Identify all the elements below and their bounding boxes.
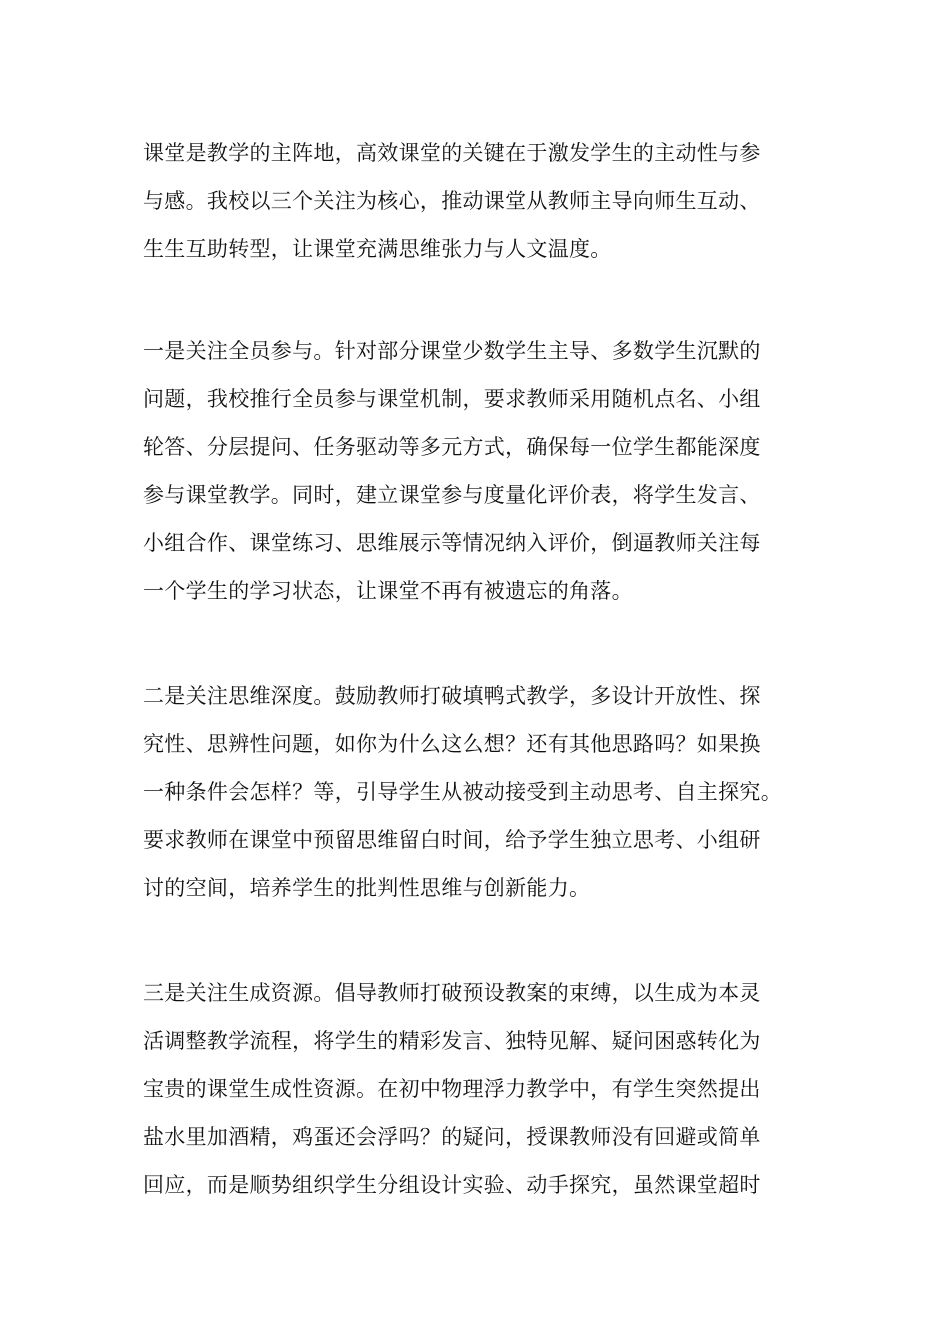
- text-line: 宝贵的课堂生成性资源。在初中物理浮力教学中，有学生突然提出: [143, 1077, 761, 1101]
- text-line: 轮答、分层提问、任务驱动等多元方式，确保每一位学生都能深度: [143, 435, 761, 459]
- text-line: 三是关注生成资源。倡导教师打破预设教案的束缚，以生成为本灵: [143, 981, 761, 1005]
- text-line: 活调整教学流程，将学生的精彩发言、独特见解、疑问困惑转化为: [143, 1029, 761, 1053]
- text-line: 小组合作、课堂练习、思维展示等情况纳入评价，倒逼教师关注每: [143, 531, 761, 555]
- text-line: 二是关注思维深度。鼓励教师打破填鸭式教学，多设计开放性、探: [143, 684, 761, 708]
- text-line: 讨的空间，培养学生的批判性思维与创新能力。: [143, 876, 591, 900]
- text-line: 回应，而是顺势组织学生分组设计实验、动手探究，虽然课堂超时: [143, 1173, 761, 1197]
- text-line: 参与课堂教学。同时，建立课堂参与度量化评价表，将学生发言、: [143, 483, 761, 507]
- text-line: 课堂是教学的主阵地，高效课堂的关键在于激发学生的主动性与参: [143, 141, 761, 165]
- text-line: 与感。我校以三个关注为核心，推动课堂从教师主导向师生互动、: [143, 189, 761, 213]
- text-line: 究性、思辨性问题，如你为什么这么想？还有其他思路吗？如果换: [143, 732, 761, 756]
- text-line: 问题，我校推行全员参与课堂机制，要求教师采用随机点名、小组: [143, 387, 761, 411]
- text-line: 一是关注全员参与。针对部分课堂少数学生主导、多数学生沉默的: [143, 339, 761, 363]
- text-line: 盐水里加酒精，鸡蛋还会浮吗？的疑问，授课教师没有回避或简单: [143, 1125, 761, 1149]
- text-line: 一个学生的学习状态，让课堂不再有被遗忘的角落。: [143, 579, 633, 603]
- text-line: 一种条件会怎样？等，引导学生从被动接受到主动思考、自主探究。: [143, 780, 782, 804]
- text-line: 要求教师在课堂中预留思维留白时间，给予学生独立思考、小组研: [143, 828, 761, 852]
- text-line: 生生互助转型，让课堂充满思维张力与人文温度。: [143, 237, 612, 261]
